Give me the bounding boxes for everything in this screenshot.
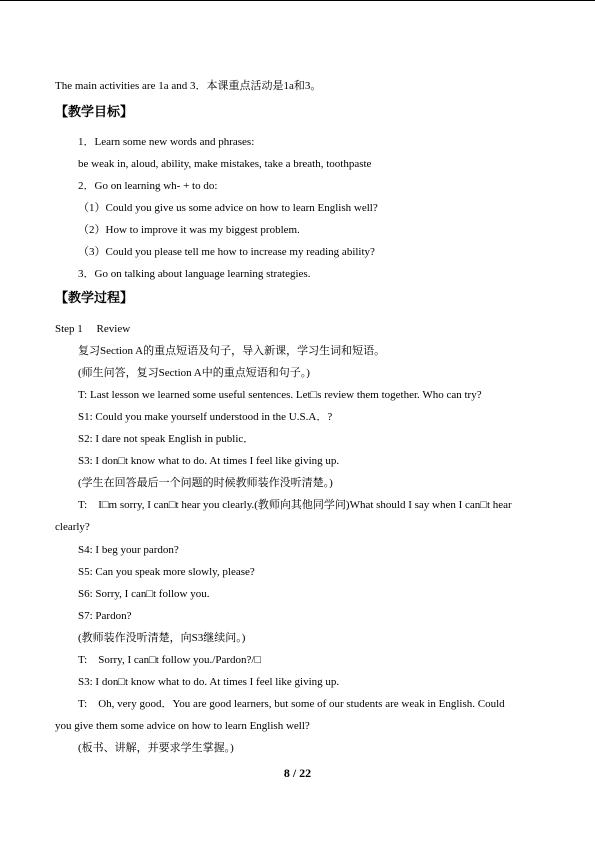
process-line: S6: Sorry, I can□t follow you. — [78, 588, 210, 600]
process-line: S3: I don□t know what to do. At times I feel like giving up. — [78, 676, 340, 688]
process-line: S3: I don□t know what to do. At times I feel like giving up. — [78, 455, 340, 467]
process-line: T: Last lesson we learned some useful sentences. Let□s review them together. Who can try? — [78, 389, 482, 401]
section-heading-goals: 【教学目标】 — [55, 104, 134, 119]
process-line: 复习Section A的重点短语及句子，导入新课，学习生词和短语。 — [78, 345, 386, 357]
process-line: S2: I dare not speak English in public． — [78, 433, 255, 445]
process-line: (师生问答，复习Section A中的重点短语和句子。) — [78, 367, 310, 379]
process-line: (板书、讲解，并要求学生掌握。) — [78, 742, 234, 754]
process-line: (教师装作没听清楚，向S3继续问。) — [78, 632, 246, 644]
process-line: (学生在回答最后一个问题的时候教师装作没听清楚。) — [78, 477, 333, 489]
goal-line: 1．Learn some new words and phrases: — [78, 136, 255, 148]
process-line: S4: I beg your pardon? — [78, 544, 179, 556]
process-line: you give them some advice on how to learn English well? — [55, 720, 310, 732]
process-line: S1: Could you make yourself understood in the U.S.A．? — [78, 411, 333, 423]
goal-line: （1）Could you give us some advice on how to learn English well? — [78, 202, 378, 214]
process-line: clearly? — [55, 521, 90, 533]
page-number: 8 / 22 — [283, 766, 312, 780]
process-line: T: Oh, very good．You are good learners, but some of our students are weak in English. Could — [78, 698, 505, 710]
page-top-border — [0, 0, 595, 1]
step-heading: Step 1 Review — [55, 323, 131, 335]
goal-line: 2．Go on learning wh- + to do: — [78, 180, 218, 192]
process-line: S7: Pardon? — [78, 610, 132, 622]
goal-line: 3．Go on talking about language learning strategies. — [78, 268, 311, 280]
process-line: T: I□m sorry, I can□t hear you clearly.(教师向其他同学问)What should I say when I can□t hear — [78, 499, 512, 511]
goal-line: （3）Could you please tell me how to increase my reading ability? — [78, 246, 375, 258]
process-line: S5: Can you speak more slowly, please? — [78, 566, 255, 578]
goal-line: （2）How to improve it was my biggest problem. — [78, 224, 300, 236]
process-line: T: Sorry, I can□t follow you./Pardon?/□ — [78, 654, 262, 666]
goal-line: be weak in, aloud, ability, make mistakes, take a breath, toothpaste — [78, 158, 372, 170]
section-heading-process: 【教学过程】 — [55, 290, 134, 305]
intro-line: The main activities are 1a and 3．本课重点活动是1a和3。 — [55, 80, 322, 92]
